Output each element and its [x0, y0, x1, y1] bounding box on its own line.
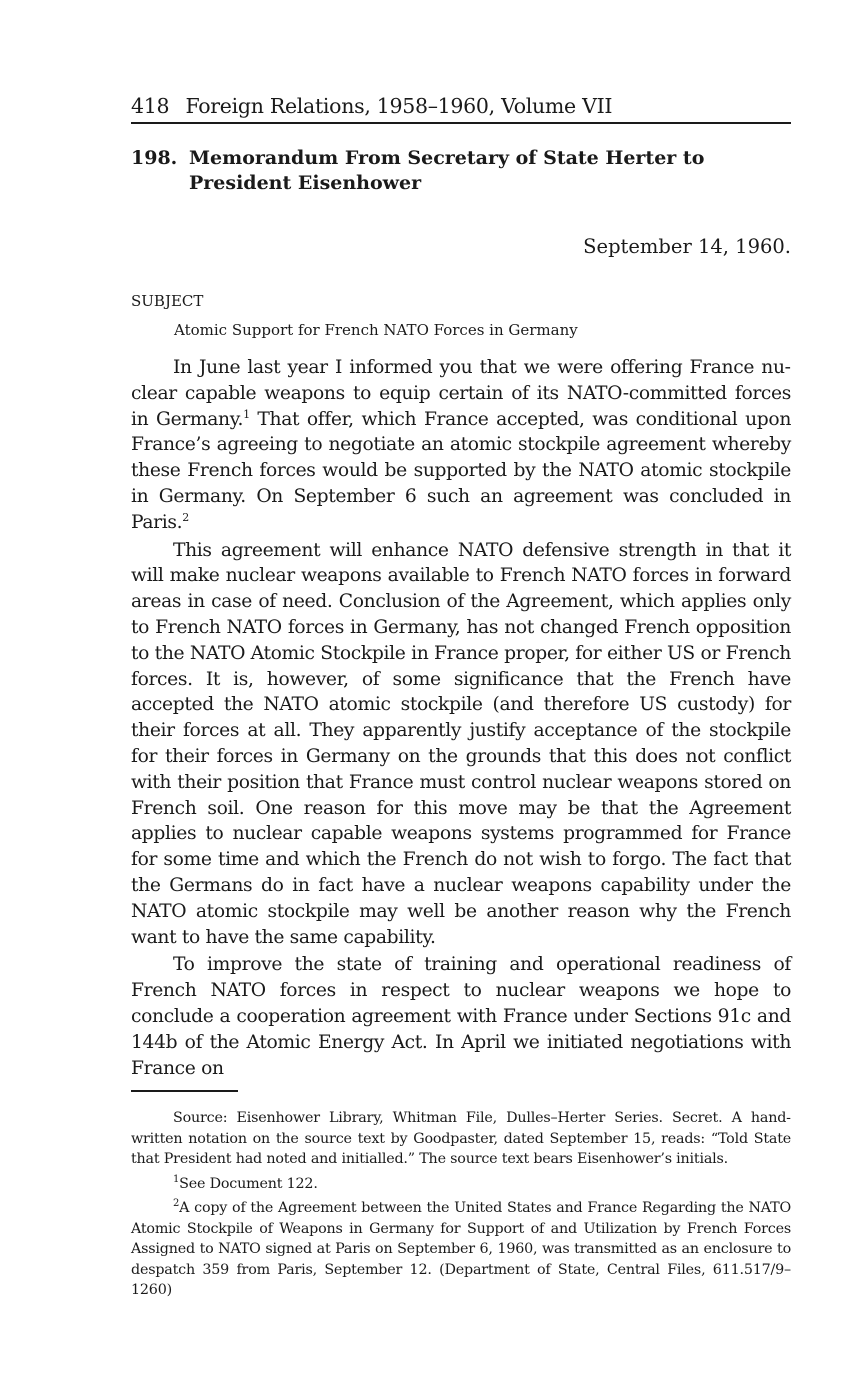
subject-label: SUBJECT — [131, 292, 204, 310]
running-title: Foreign Relations, 1958–1960, Volume VII — [185, 94, 613, 118]
footnote-ref: 2 — [182, 510, 189, 524]
subject-text: Atomic Support for French NATO Forces in Germany — [174, 321, 578, 339]
footnotes — [131, 1108, 791, 1305]
running-head — [131, 92, 791, 120]
source-note: Source: Eisenhower Library, Whitman File, Dulles–Herter Series. Secret. A handwritten notation on the source text by Goodpaster, dated September 15, reads: “Told State that President had noted and initialled.” The source text bears Eisenhower’s initials. — [131, 1110, 791, 1167]
document-date: September 14, 1960. — [583, 235, 791, 258]
memo-body — [131, 355, 791, 1081]
document-title: Memorandum From Secretary of State Herter to President Eisenhower — [189, 147, 705, 194]
paragraph-text: In June last year I informed you that we were offering France nuclear capable weapons to equip certain of its NATO-committed forces in Germany. — [131, 357, 791, 430]
paragraph-text: That offer, which France accepted, was conditional upon France’s agreeing to negotiate an atomic stockpile agreement whereby these French forces would be supported by the NATO atomic stockpile in Germany. On September 6 such an agreement was concluded in Paris. — [131, 408, 791, 533]
page-number: 418 — [131, 94, 170, 118]
body-paragraph: This agreement will enhance NATO defensive strength in that it will make nuclear weapons available to French NATO forces in forward areas in case of need. Conclusion of the Agreement, which applies only to French NATO forces in Germany, has not changed French opposition to the NATO Atomic Stockpile in France proper, for either US or French forces. It is, however, of some significance that the French have accepted the NATO atomic stockpile (and therefore US custody) for their forces at all. They apparently justify acceptance of the stockpile for their forces in Germany on the grounds that this does not conflict with their position that France must control nuclear weapons stored on French soil. One reason for this move may be that the Agreement applies to nuclear capable weapons systems programmed for France for some time and which the French do not wish to forgo. The fact that the Germans do in fact have a nuclear weapons capability under the NATO atomic stockpile may well be another reason why the French want to have the same capability. — [131, 539, 791, 948]
document-heading — [131, 146, 791, 196]
footnote-text: See Document 122. — [179, 1175, 318, 1192]
footnote-ref: 1 — [243, 407, 250, 421]
document-number: 198. — [131, 147, 178, 169]
footnote-marker: 1 — [173, 1173, 180, 1185]
footnote-rule — [131, 1090, 238, 1092]
body-paragraph — [131, 355, 791, 536]
body-paragraph: To improve the state of training and operational readiness of French NATO forces in respect to nuclear weapons we hope to conclude a cooperation agreement with France under Sections 91c and 144b of the Atomic Energy Act. In April we initiated negotiations with France on — [131, 954, 791, 1079]
footnote-text: A copy of the Agreement between the United States and France Regarding the NATO Atomic Stockpile of Weapons in Germany for Support of and Utilization by French Forces Assigned to NATO signed at Paris on September 6, 1960, was transmitted as an enclosure to despatch 359 from Paris, September 12. (Department of State, Central Files, 611.517/9–1260) — [131, 1200, 791, 1298]
footnote-1 — [131, 1174, 791, 1195]
header-rule — [131, 122, 791, 124]
footnote-marker: 2 — [173, 1198, 180, 1209]
footnote-2 — [131, 1198, 791, 1301]
